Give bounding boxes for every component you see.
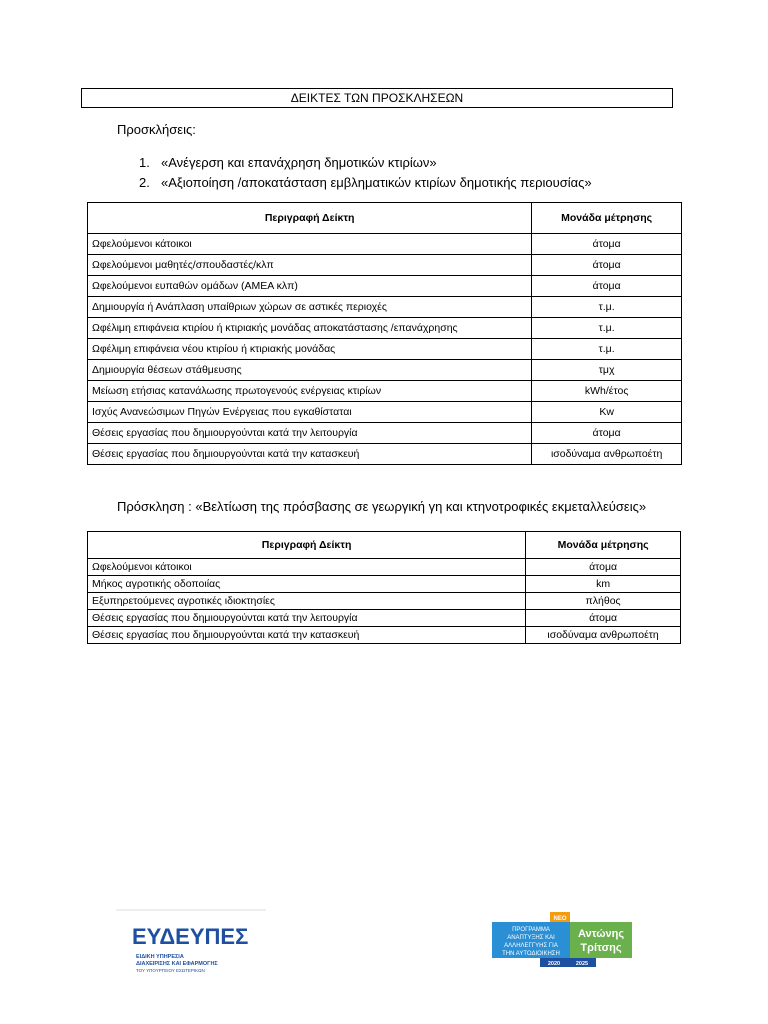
list-text: «Ανέγερση και επανάχρηση δημοτικών κτιρίων» [161,155,437,170]
program-line-4: ΤΗΝ ΑΥΤΟΔΙΟΙΚΗΣΗ [502,951,560,957]
list-item [139,153,592,173]
indicator-description: Μήκος αγροτικής οδοποιίας [88,576,526,593]
indicator-description: Ωφελούμενοι μαθητές/σπουδαστές/κλπ [88,255,532,276]
indicator-description: Ωφέλιμη επιφάνεια κτιρίου ή κτιριακής μονάδας αποκατάστασης /επανάχρησης [88,318,532,339]
indicator-description: Θέσεις εργασίας που δημιουργούνται κατά την κατασκευή [88,444,532,465]
logo-line-2: ΔΙΑΧΕΙΡΙΣΗΣ ΚΑΙ ΕΦΑΡΜΟΓΗΣ [136,961,218,967]
indicator-description: Θέσεις εργασίας που δημιουργούνται κατά την λειτουργία [88,610,526,627]
indicator-description: Ωφέλιμη επιφάνεια νέου κτιρίου ή κτιριακής μονάδας [88,339,532,360]
header-unit: Μονάδα μέτρησης [532,203,682,234]
indicator-description: Εξυπηρετούμενες αγροτικές ιδιοκτησίες [88,593,526,610]
calls-list [139,153,592,193]
table-row [88,610,681,627]
logo-line-1: ΕΙΔΙΚΗ ΥΠΗΡΕΣΙΑ [136,954,184,960]
header-description: Περιγραφή Δείκτη [88,203,532,234]
year-end: 2025 [575,961,589,967]
table-row [88,402,682,423]
table-row [88,593,681,610]
indicator-description: Δημιουργία θέσεων στάθμευσης [88,360,532,381]
indicator-description: Ωφελούμενοι κάτοικοι [88,559,526,576]
logo-name-1: Αντώνης [577,928,625,940]
page-title: ΔΕΙΚΤΕΣ ΤΩΝ ΠΡΟΣΚΛΗΣΕΩΝ [81,88,673,108]
indicator-description: Ωφελούμενοι ευπαθών ομάδων (ΑΜΕΑ κλπ) [88,276,532,297]
indicator-unit: άτομα [532,423,682,444]
indicator-unit: τ.μ. [532,339,682,360]
list-number: 1. [139,155,150,170]
eydeypes-logo [116,908,266,978]
table-row [88,627,681,644]
indicator-unit: km [526,576,681,593]
year-start: 2020 [547,961,561,967]
indicator-description: Δημιουργία ή Ανάπλαση υπαίθριων χώρων σε αστικές περιοχές [88,297,532,318]
table-row [88,318,682,339]
program-line-2: ΑΝΑΠΤΥΞΗΣ ΚΑΙ [507,935,555,941]
table-header-row [88,532,681,559]
table-row [88,444,682,465]
indicator-unit: τ.μ. [532,318,682,339]
table-row [88,255,682,276]
logo-line-3: ΤΟΥ ΥΠΟΥΡΓΕΙΟΥ ΕΣΩΤΕΡΙΚΩΝ [136,968,205,973]
table-row [88,339,682,360]
indicator-unit: ισοδύναμα ανθρωποέτη [532,444,682,465]
indicator-unit: Kw [532,402,682,423]
logo-name-2: Τρίτσης [580,942,622,954]
list-number: 2. [139,175,150,190]
indicator-unit: τμχ [532,360,682,381]
indicator-description: Θέσεις εργασίας που δημιουργούνται κατά την κατασκευή [88,627,526,644]
program-line-1: ΠΡΟΓΡΑΜΜΑ [512,927,550,933]
header-unit: Μονάδα μέτρησης [526,532,681,559]
logo-tag: ΝΕΟ [553,916,567,922]
indicator-unit: τ.μ. [532,297,682,318]
logo-name: ΕΥΔΕΥΠΕΣ [132,924,249,949]
indicator-unit: άτομα [526,559,681,576]
list-text: «Αξιοποίηση /αποκατάσταση εμβληματικών κτιρίων δημοτικής περιουσίας» [161,175,592,190]
indicators-table-1 [87,202,682,465]
indicator-unit: άτομα [532,234,682,255]
list-item [139,173,592,193]
program-line-3: ΑΛΛΗΛΕΓΓΥΗΣ ΓΙΑ [504,943,558,949]
indicator-description: Ισχύς Ανανεώσιμων Πηγών Ενέργειας που εγκαθίσταται [88,402,532,423]
table-row [88,234,682,255]
table-row [88,276,682,297]
program-logo [490,912,636,968]
indicator-description: Μείωση ετήσιας κατανάλωσης πρωτογενούς ενέργειας κτιρίων [88,381,532,402]
indicator-unit: άτομα [532,255,682,276]
indicators-table-2 [87,531,681,644]
table-row [88,576,681,593]
indicator-unit: άτομα [526,610,681,627]
table-row [88,559,681,576]
call-label-2: Πρόσκληση : «Βελτίωση της πρόσβασης σε γεωργική γη και κτηνοτροφικές εκμεταλλεύσεις» [117,499,647,514]
indicator-unit: ισοδύναμα ανθρωποέτη [526,627,681,644]
calls-label: Προσκλήσεις: [117,122,196,137]
header-description: Περιγραφή Δείκτη [88,532,526,559]
indicator-unit: kWh/έτος [532,381,682,402]
indicator-description: Ωφελούμενοι κάτοικοι [88,234,532,255]
indicator-unit: άτομα [532,276,682,297]
indicator-description: Θέσεις εργασίας που δημιουργούνται κατά την λειτουργία [88,423,532,444]
indicator-unit: πλήθος [526,593,681,610]
table-row [88,360,682,381]
table-row [88,423,682,444]
table-header-row [88,203,682,234]
table-row [88,381,682,402]
table-row [88,297,682,318]
